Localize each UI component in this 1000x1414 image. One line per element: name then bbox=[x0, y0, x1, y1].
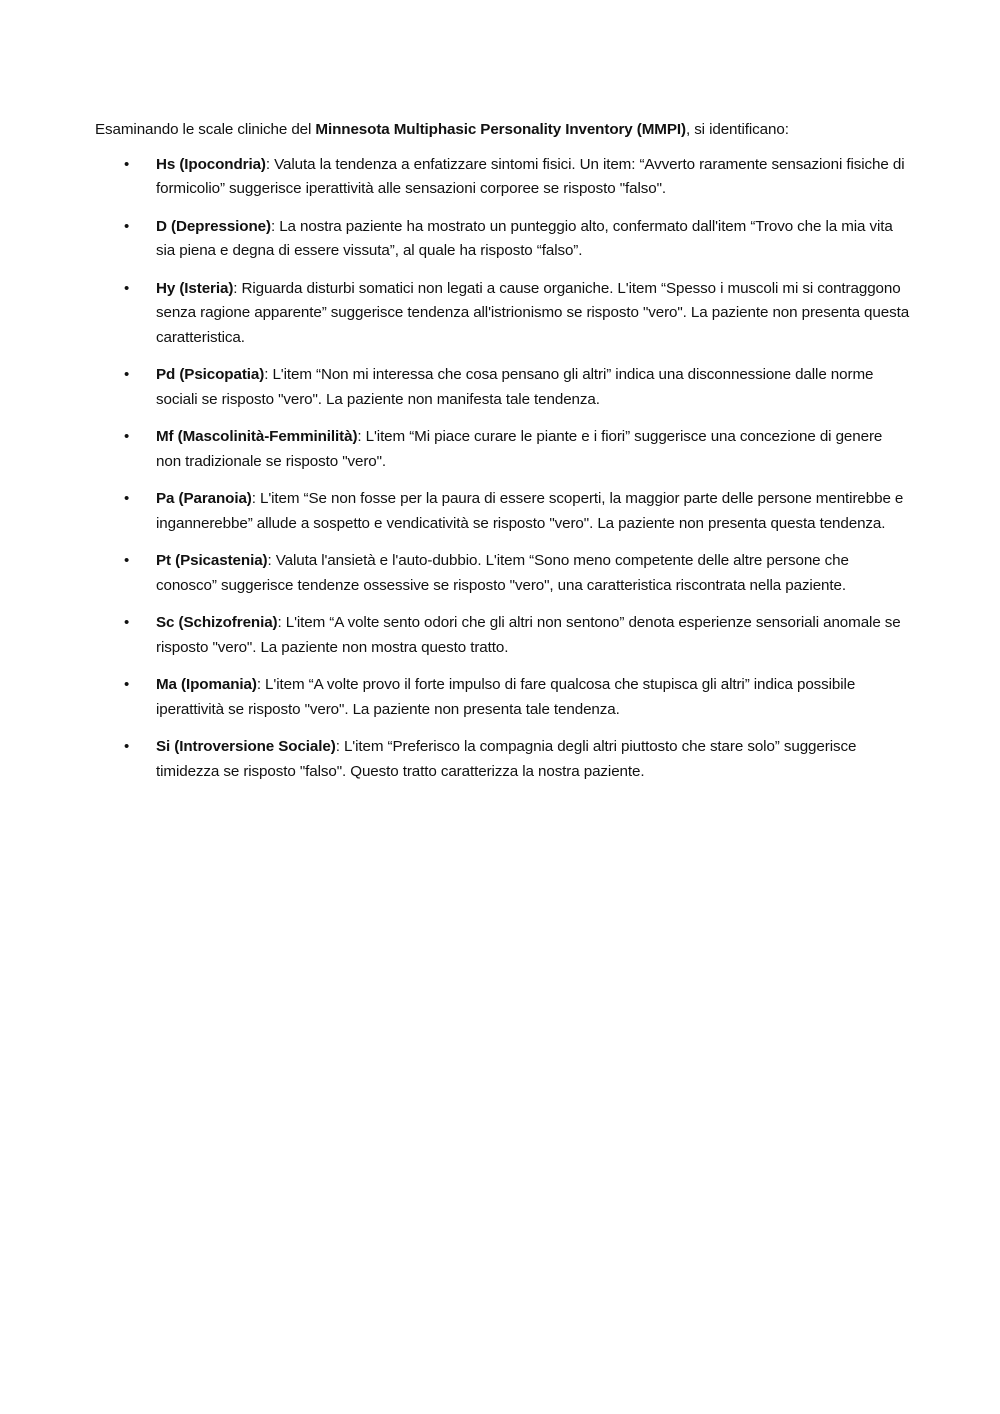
scale-term: Hs (Ipocondria) bbox=[156, 155, 266, 173]
scale-description: : L'item “A volte sento odori che gli altri non sentono” denota esperienze sensoriali anomale se risposto "vero". La paziente non mostra questo tratto. bbox=[156, 614, 901, 656]
scale-term: Pt (Psicastenia) bbox=[156, 552, 268, 569]
scale-description: : L'item “Preferisco la compagnia degli altri piuttosto che stare solo” suggerisce timidezza se risposto "falso". Questo tratto caratterizza la nostra paziente. bbox=[156, 738, 857, 780]
scale-description: : L'item “Mi piace curare le piante e i fiori” suggerisce una concezione di genere non tradizionale se risposto "vero". bbox=[156, 428, 883, 470]
scale-term: Ma (Ipomania) bbox=[156, 676, 257, 693]
bullet-icon: • bbox=[124, 676, 130, 693]
list-item-pt bbox=[95, 549, 910, 598]
scale-term: D (Depressione) bbox=[156, 217, 271, 235]
list-item-ma bbox=[95, 673, 910, 722]
clinical-scales-list bbox=[95, 153, 910, 785]
list-item-d bbox=[95, 215, 910, 264]
intro-paragraph bbox=[95, 118, 910, 143]
scale-description: : Valuta la tendenza a enfatizzare sintomi fisici. Un item: “Avverto raramente sensazioni fisiche di formicolio” suggerisce iperattività alle sensazioni corporee se risposto "falso". bbox=[156, 155, 905, 197]
bullet-icon: • bbox=[124, 428, 130, 445]
scale-description: : Valuta l'ansietà e l'auto-dubbio. L'item “Sono meno competente delle altre persone che conosco” suggerisce tendenze ossessive se risposto "vero", una caratteristica riscontrata nella paziente. bbox=[156, 552, 849, 594]
list-item-sc bbox=[95, 611, 910, 660]
intro-inventory-name: Minnesota Multiphasic Personality Inventory (MMPI) bbox=[315, 121, 686, 138]
bullet-icon: • bbox=[124, 552, 130, 569]
scale-description: : La nostra paziente ha mostrato un punteggio alto, confermato dall'item “Trovo che la mia vita sia piena e degna di essere vissuta”, al quale ha risposto “falso”. bbox=[156, 217, 893, 259]
scale-term: Mf (Mascolinità-Femminilità) bbox=[156, 428, 358, 445]
bullet-icon: • bbox=[124, 614, 130, 631]
scale-term: Si (Introversione Sociale) bbox=[156, 738, 336, 755]
list-item-pa bbox=[95, 487, 910, 536]
bullet-icon: • bbox=[124, 738, 130, 755]
intro-text-after: , si identificano: bbox=[685, 121, 789, 138]
scale-term: Pd (Psicopatia) bbox=[156, 366, 265, 383]
bullet-icon: • bbox=[124, 217, 130, 235]
list-item-pd bbox=[95, 363, 910, 412]
intro-text-before: Esaminando le scale cliniche del bbox=[95, 121, 316, 138]
scale-term: Pa (Paranoia) bbox=[156, 490, 252, 507]
bullet-icon: • bbox=[124, 155, 130, 173]
document-page bbox=[95, 118, 910, 797]
scale-term: Sc (Schizofrenia) bbox=[156, 614, 278, 631]
scale-description: : L'item “A volte provo il forte impulso di fare qualcosa che stupisca gli altri” indica possibile iperattività se risposto "vero". La paziente non presenta tale tendenza. bbox=[156, 676, 856, 718]
list-item-hy bbox=[95, 277, 910, 351]
list-item-si bbox=[95, 735, 910, 784]
scale-description: : L'item “Se non fosse per la paura di essere scoperti, la maggior parte delle persone mentirebbe e ingannerebbe” allude a sospetto e vendicatività se risposto "vero". La paziente non presenta questa tendenza. bbox=[156, 490, 904, 532]
bullet-icon: • bbox=[124, 366, 130, 383]
bullet-icon: • bbox=[124, 279, 130, 297]
bullet-icon: • bbox=[124, 490, 130, 507]
list-item-mf bbox=[95, 425, 910, 474]
scale-description: : L'item “Non mi interessa che cosa pensano gli altri” indica una disconnessione dalle norme sociali se risposto "vero". La paziente non manifesta tale tendenza. bbox=[156, 366, 874, 408]
scale-term: Hy (Isteria) bbox=[156, 279, 234, 297]
scale-description: : Riguarda disturbi somatici non legati a cause organiche. L'item “Spesso i muscoli mi si contraggono senza ragione apparente” suggerisce tendenza all'istrionismo se risposto "vero". La paziente non presenta questa caratteristica. bbox=[156, 279, 910, 346]
list-item-hs bbox=[95, 153, 910, 202]
